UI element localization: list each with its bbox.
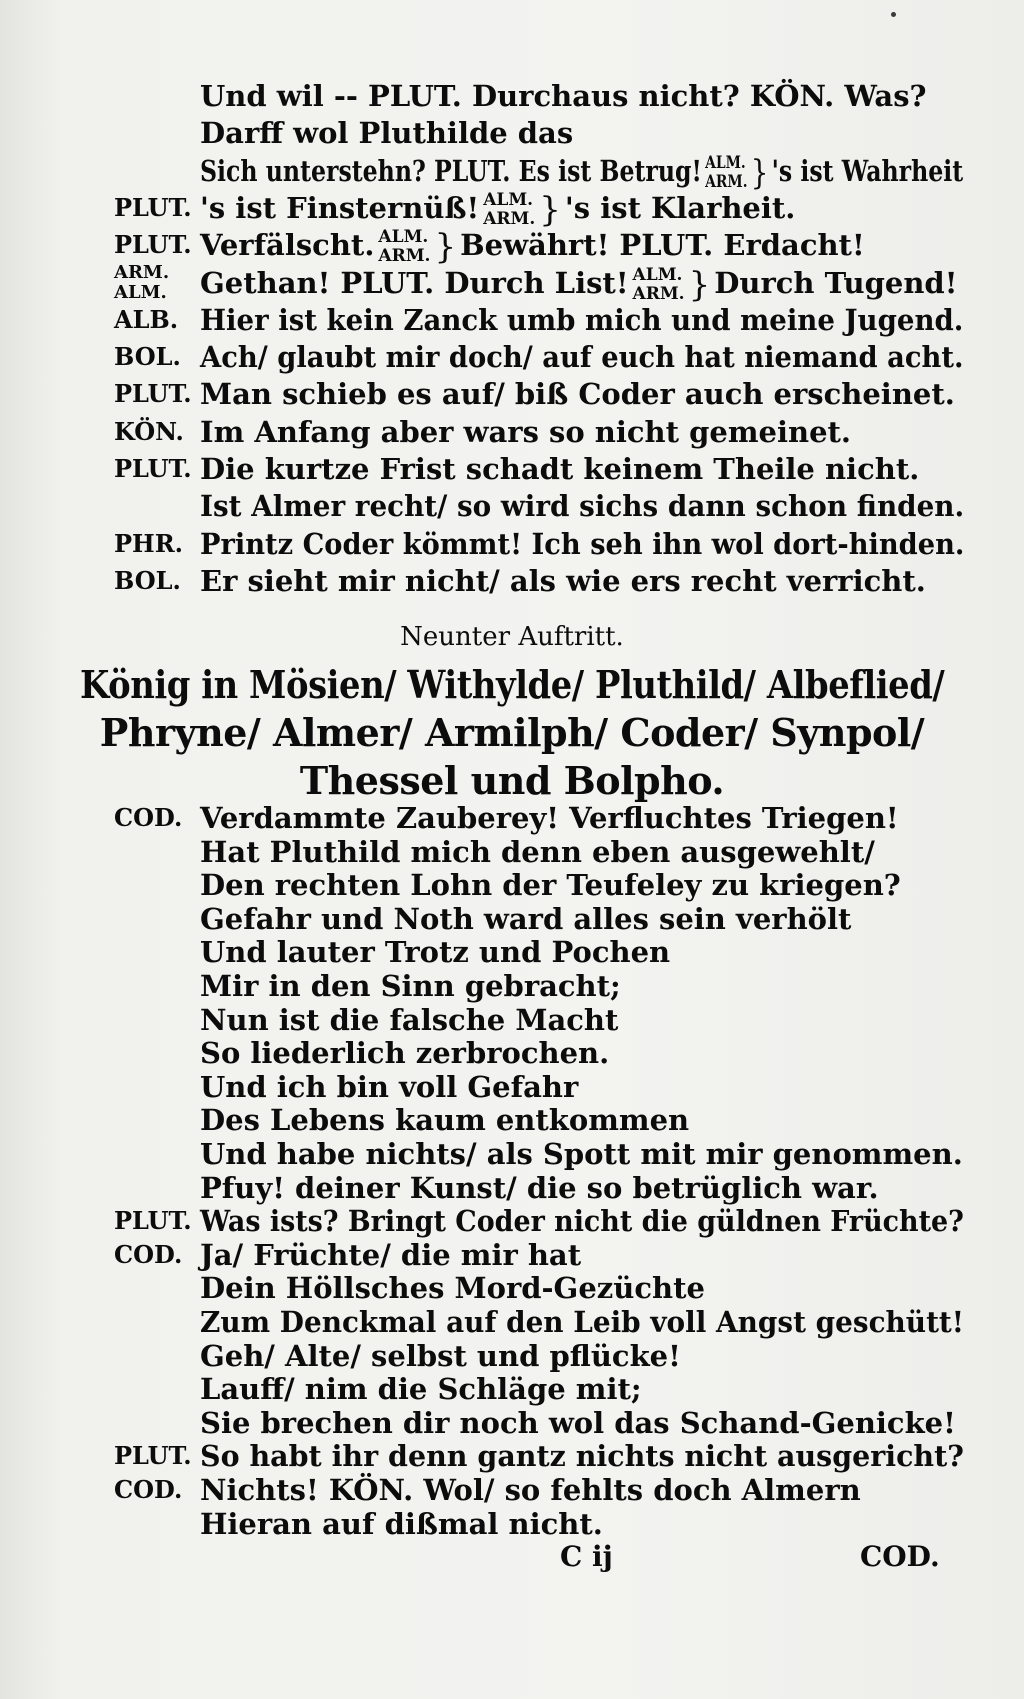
verse-line [0,1504,1024,1544]
verse-line [0,263,1024,303]
speaker-label: PLUT. [114,230,192,260]
verse-text-main: Sich unterstehn? PLUT. Es ist Betrug! [200,153,702,188]
heading-text: Phryne/ Almer/ Armilph/ Coder/ Synpol/ [99,710,925,755]
catchword: COD. [860,1540,940,1573]
verse-text [200,1504,603,1544]
scene-title [0,622,1024,652]
cast-line-1 [0,662,1024,707]
verse-text [200,337,964,377]
verse-text-main: Und wil -- PLUT. Durchaus nicht? KÖN. Was? [200,79,927,113]
joint-speaker-label: ALM. [632,264,683,285]
verse-line [0,76,1024,116]
verse-text-main: Lauff/ nim die Schläge mit; [200,1372,642,1407]
verse-line [0,225,1024,268]
speaker-label: BOL. [114,565,181,595]
joint-speaker-label: ALM. [378,227,429,248]
verse-text-main: Des Lebens kaum entkommen [200,1103,690,1138]
verse-text-main: Im Anfang aber wars so nicht gemeinet. [200,414,852,449]
verse-text [200,76,927,116]
verse-text-main: Gethan! PLUT. Durch List! [200,265,629,300]
verse-text-main: Zum Denckmal auf den Leib voll Angst geschütt! [200,1305,965,1339]
verse-text [200,374,955,414]
joint-speakers [378,228,430,266]
verse-text-main: Und ich bin voll Gefahr [200,1069,579,1104]
joint-speaker-label: ARM. [632,283,685,304]
verse-text-main: Gefahr und Noth ward alles sein verhölt [200,901,852,936]
verse-line [0,113,1024,153]
verse-text-main: Ja/ Früchte/ die mir hat [200,1237,582,1272]
verse-text-main: Ach/ glaubt mir doch/ auf euch hat niemand acht. [200,340,964,375]
verse-text-main: Was ists? Bringt Coder nicht die güldnen Früchte? [200,1204,964,1239]
speaker-label: PLUT. [114,379,192,409]
verse-text-after: Durch Tugend! [714,265,958,300]
verse-text-after: 's ist Klarheit. [564,190,796,225]
signature-mark: C ij [560,1540,613,1573]
verse-text-main: Mir in den Sinn gebracht; [200,969,621,1003]
cast-line-3 [0,758,1024,803]
verse-text-main: Die kurtze Frist schadt keinem Theile nicht. [200,452,920,486]
verse-text-main: Er sieht mir nicht/ als wie ers recht verricht. [200,563,926,598]
verse-text [200,263,957,305]
speaker-label: PLUT. [114,192,192,222]
joint-speakers [483,191,535,229]
verse-text-main: Sie brechen dir noch wol das Schand-Genicke! [200,1405,956,1440]
verse-text-main: 's ist Finsternüß! [200,190,480,225]
heading-text: Thessel und Bolpho. [299,758,725,803]
verse-text-main: Ist Almer recht/ so wird sichs dann schon finden. [200,489,965,524]
verse-text [200,300,963,340]
verse-text-main: Und habe nichts/ als Spott mit mir genommen. [200,1137,963,1171]
speaker-label: BOL. [114,342,181,372]
verse-line [0,486,1024,526]
verse-line [0,188,1024,228]
verse-text-main: Hier ist kein Zanck umb mich und meine Jugend. [200,302,964,337]
verse-text [200,486,964,526]
speaker-label: COD. [114,1475,183,1504]
cast-line-2 [0,710,1024,755]
verse-text-main: So habt ihr denn gantz nichts nicht ausgericht? [200,1439,964,1474]
verse-text-main: Nun ist die falsche Macht [200,1002,619,1037]
speaker-label: ALB. [114,304,179,334]
heading-text: König in Mösien/ Withylde/ Pluthild/ Albeflied/ [79,662,945,707]
verse-text [200,412,851,452]
verse-line [0,337,1024,377]
heading-text: Neunter Auftritt. [400,622,624,652]
joint-speaker-label: ALM. [705,152,746,173]
verse-text [200,151,963,193]
verse-text [200,561,926,601]
verse-text [200,225,865,267]
joint-speaker-label: ARM. [705,171,748,192]
verse-text-main: Printz Coder kömmt! Ich seh ihn wol dort-hinden. [200,526,965,561]
speaker-label: KÖN. [114,416,184,446]
joint-speakers [705,154,747,192]
verse-text-main: Darff wol Pluthilde das [200,116,574,151]
speaker-stack [114,263,169,303]
verse-text-main: Nichts! KÖN. Wol/ so fehlts doch Almern [200,1473,861,1507]
speaker-label: PLUT. [114,454,192,483]
verse-text-after: Bewährt! PLUT. Erdacht! [460,228,865,263]
verse-text-main: Verdammte Zauberey! Verfluchtes Triegen! [200,801,899,835]
verse-line [0,412,1024,452]
joint-speaker-label: ALM. [483,189,534,210]
verse-text-main: Verfälscht. [200,228,375,263]
verse-text-main: Hieran auf dißmal nicht. [200,1506,603,1541]
speaker-label: PLUT. [114,1441,192,1471]
joint-speaker-label: ARM. [483,208,536,229]
brace-glyph: } [688,264,711,305]
speaker-label: PHR. [114,528,184,558]
verse-text-main: So liederlich zerbrochen. [200,1036,610,1071]
speaker-label: ARM. [114,261,170,283]
verse-line [0,300,1024,340]
verse-text-main: Man schieb es auf/ biß Coder auch erscheinet. [200,377,955,412]
speaker-label: COD. [114,803,183,832]
verse-text-main: Geh/ Alte/ selbst und pflücke! [200,1338,681,1373]
verse-text-after: 's ist Wahrheit [771,153,964,188]
verse-text-main: Dein Höllsches Mord-Gezüchte [200,1271,705,1306]
verse-text [200,113,573,153]
verse-text-main: Hat Pluthild mich denn eben ausgewehlt/ [200,834,875,869]
ink-speck [891,12,896,17]
verse-text-main: Den rechten Lohn der Teufeley zu kriegen? [200,868,901,903]
brace-glyph: } [539,189,561,230]
verse-text [200,188,795,230]
speaker-label: ALM. [114,281,167,303]
verse-text-main: Und lauter Trotz und Pochen [200,935,671,970]
joint-speakers [633,266,685,304]
verse-text-main: Pfuy! deiner Kunst/ die so betrüglich war. [200,1170,879,1205]
verse-text [200,449,919,489]
verse-line [0,524,1024,564]
brace-glyph: } [750,152,769,193]
verse-text [200,524,964,564]
verse-line [0,561,1024,601]
verse-line [0,374,1024,414]
verse-line [0,151,1024,191]
speaker-label: PLUT. [114,1206,192,1236]
brace-glyph: } [434,227,457,268]
verse-line [0,449,1024,489]
joint-speaker-label: ARM. [378,246,431,267]
speaker-label: COD. [114,1239,183,1269]
